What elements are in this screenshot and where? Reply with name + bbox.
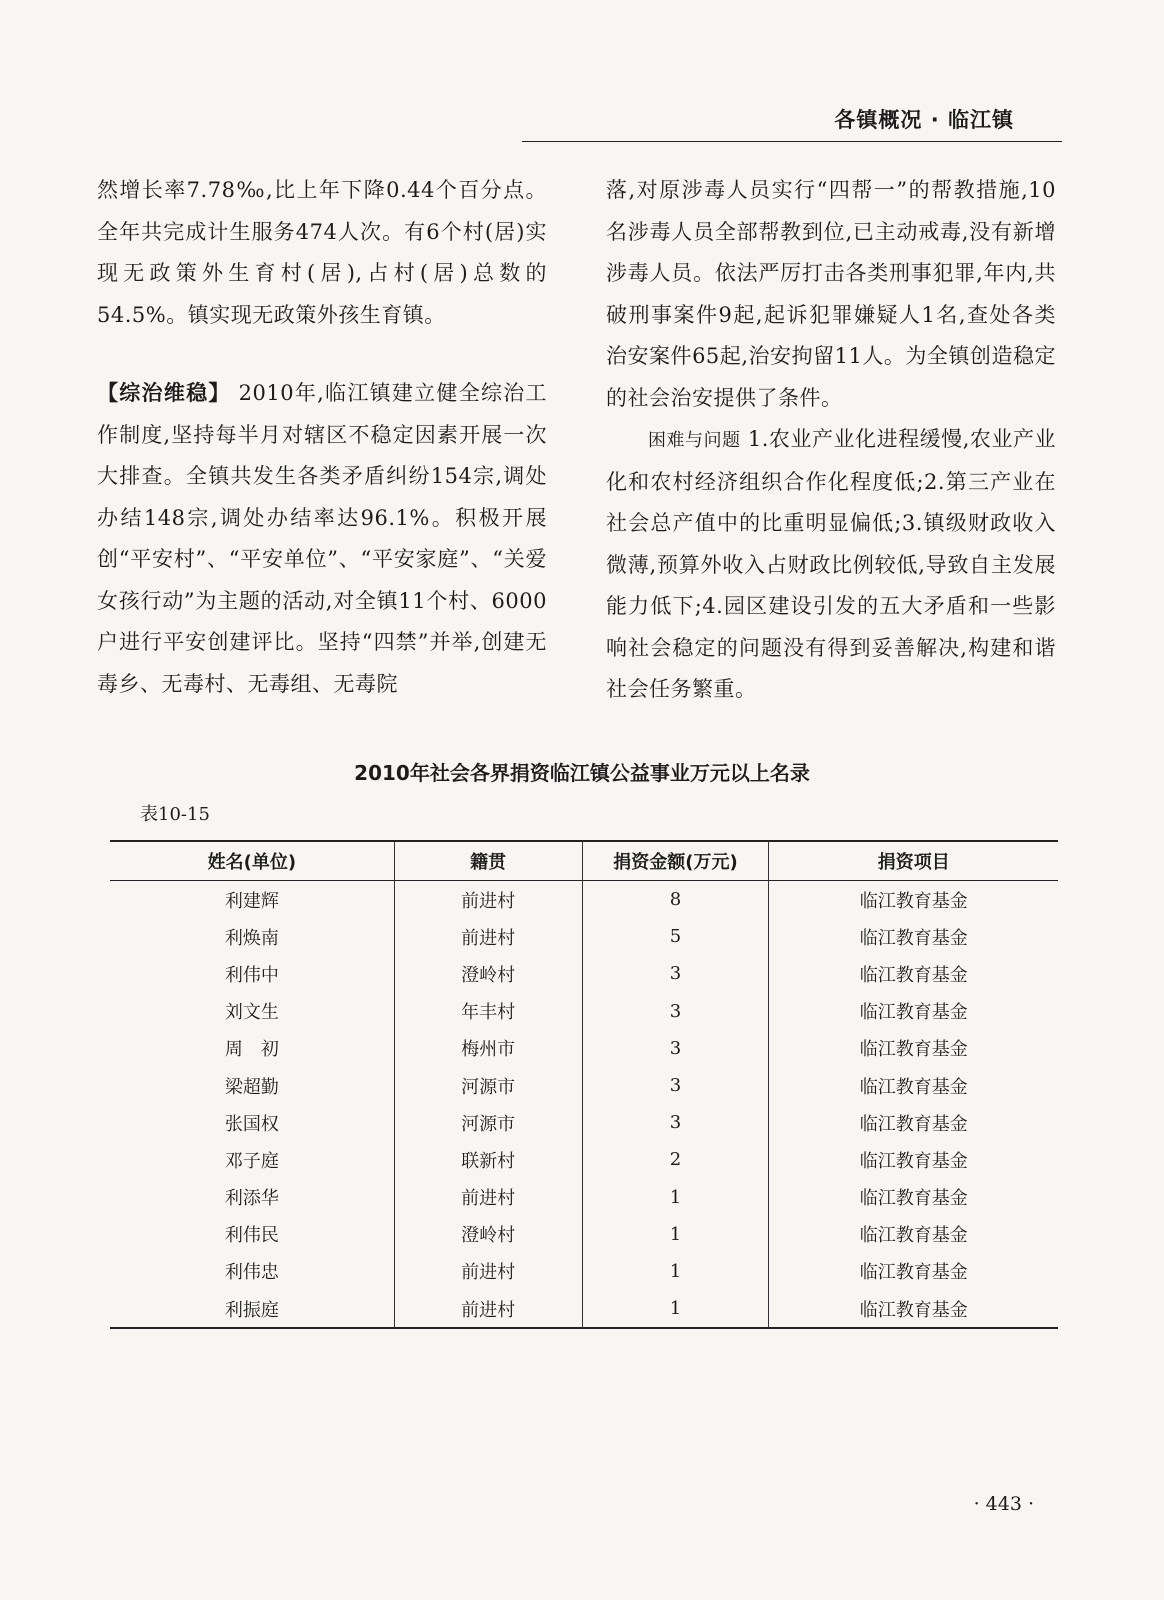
cell-project: 临江教育基金 <box>769 1216 1058 1253</box>
donation-table <box>110 840 1058 1329</box>
cell-amount: 1 <box>582 1290 769 1328</box>
table-row <box>110 955 1058 992</box>
right-column <box>606 170 1056 711</box>
left-column <box>97 170 547 705</box>
cell-origin: 前进村 <box>394 918 582 955</box>
cell-amount: 3 <box>582 955 769 992</box>
cell-name: 利伟民 <box>224 1225 279 1247</box>
table-body <box>110 881 1058 1329</box>
cell-amount: 1 <box>582 1179 769 1216</box>
cell-origin: 前进村 <box>394 1290 582 1328</box>
cell-origin: 年丰村 <box>394 993 582 1030</box>
cell-amount: 1 <box>582 1216 769 1253</box>
table-row <box>110 1216 1058 1253</box>
cell-name: 利振庭 <box>110 1290 394 1328</box>
cell-project: 临江教育基金 <box>769 1104 1058 1141</box>
cell-name: 张国权 <box>224 1113 279 1135</box>
cell-origin: 澄岭村 <box>394 955 582 992</box>
table-row <box>110 881 1058 919</box>
table-row <box>110 993 1058 1030</box>
section-lead-zongzhi: 【综治维稳】 <box>97 381 231 405</box>
cell-project: 临江教育基金 <box>769 881 1058 919</box>
cell-origin: 河源市 <box>394 1067 582 1104</box>
cell-amount: 3 <box>582 993 769 1030</box>
cell-name: 周 初 <box>224 1039 279 1061</box>
cell-name: 利添华 <box>224 1188 279 1210</box>
cell-project: 临江教育基金 <box>769 1030 1058 1067</box>
section-body-zongzhi: 2010年,临江镇建立健全综治工作制度,坚持每半月对辖区不稳定因素开展一次大排查。全镇共发生各类矛盾纠纷154宗,调处办结148宗,调处办结率达96.1%。积极开展创“平安村”、“平安单位”、“平安家庭”、“关爱女孩行动”为主题的活动,对全镇11个村、6000户进行平安创建评比。坚持“四禁”并举,创建无毒乡、无毒村、无毒组、无毒院 <box>97 381 548 696</box>
cell-project: 临江教育基金 <box>769 1290 1058 1328</box>
header-amount: 捐资金额(万元) <box>582 841 769 881</box>
cell-origin: 前进村 <box>394 1253 582 1290</box>
cell-name: 利伟忠 <box>224 1262 279 1284</box>
cell-origin: 前进村 <box>394 1179 582 1216</box>
cell-project: 临江教育基金 <box>769 1179 1058 1216</box>
cell-amount: 1 <box>582 1253 769 1290</box>
running-head: 各镇概况 · 临江镇 <box>834 108 1014 132</box>
cell-amount: 3 <box>582 1104 769 1141</box>
table-header-row <box>110 841 1058 881</box>
cell-project: 临江教育基金 <box>769 1141 1058 1178</box>
table-row <box>110 1030 1058 1067</box>
cell-name: 刘文生 <box>224 1002 279 1024</box>
cell-origin: 梅州市 <box>394 1030 582 1067</box>
left-paragraph-2 <box>97 373 547 705</box>
cell-origin: 前进村 <box>394 881 582 919</box>
table-number: 表10-15 <box>140 804 210 825</box>
header-origin: 籍贯 <box>394 841 582 881</box>
cell-amount: 2 <box>582 1141 769 1178</box>
right-paragraph-1: 落,对原涉毒人员实行“四帮一”的帮教措施,10名涉毒人员全部帮教到位,已主动戒毒,没有新增涉毒人员。依法严厉打击各类刑事犯罪,年内,共破刑事案件9起,起诉犯罪嫌疑人1名,查处各类治安案件65起,治安拘留11人。为全镇创造稳定的社会治安提供了条件。 <box>606 178 1056 410</box>
cell-amount: 3 <box>582 1030 769 1067</box>
table-row <box>110 1104 1058 1141</box>
cell-project: 临江教育基金 <box>769 918 1058 955</box>
cell-name: 利伟中 <box>224 964 279 986</box>
cell-origin: 联新村 <box>394 1141 582 1178</box>
cell-name: 邓子庭 <box>224 1150 279 1172</box>
right-paragraph-2 <box>606 419 1056 711</box>
cell-origin: 河源市 <box>394 1104 582 1141</box>
cell-project: 临江教育基金 <box>769 955 1058 992</box>
left-paragraph-1: 然增长率7.78‰,比上年下降0.44个百分点。全年共完成计生服务474人次。有6个村(居)实现无政策外生育村(居),占村(居)总数的54.5%。镇实现无政策外孩生育镇。 <box>97 178 547 327</box>
paragraph-gap <box>97 336 547 373</box>
cell-origin: 澄岭村 <box>394 1216 582 1253</box>
header-project: 捐资项目 <box>769 841 1058 881</box>
table-row <box>110 1179 1058 1216</box>
header-name: 姓名(单位) <box>110 841 394 881</box>
section-lead-problems: 困难与问题 <box>648 430 741 451</box>
cell-project: 临江教育基金 <box>769 1253 1058 1290</box>
cell-name: 利焕南 <box>224 927 279 949</box>
table-row <box>110 1253 1058 1290</box>
cell-amount: 3 <box>582 1067 769 1104</box>
table-title: 2010年社会各界捐资临江镇公益事业万元以上名录 <box>354 761 810 785</box>
cell-amount: 5 <box>582 918 769 955</box>
table-row <box>110 1290 1058 1328</box>
cell-amount: 8 <box>582 881 769 919</box>
cell-project: 临江教育基金 <box>769 1067 1058 1104</box>
table-row <box>110 918 1058 955</box>
table-row <box>110 1141 1058 1178</box>
page-number: · 443 · <box>973 1493 1034 1515</box>
section-body-problems: 1.农业产业化进程缓慢,农业产业化和农村经济组织合作化程度低;2.第三产业在社会总产值中的比重明显偏低;3.镇级财政收入微薄,预算外收入占财政比例较低,导致自主发展能力低下;4.园区建设引发的五大矛盾和一些影响社会稳定的问题没有得到妥善解决,构建和谐社会任务繁重。 <box>606 427 1056 701</box>
cell-project: 临江教育基金 <box>769 993 1058 1030</box>
header-rule <box>522 141 1062 142</box>
cell-name: 梁超勤 <box>224 1076 279 1098</box>
table-row <box>110 1067 1058 1104</box>
cell-name: 利建辉 <box>224 890 279 912</box>
